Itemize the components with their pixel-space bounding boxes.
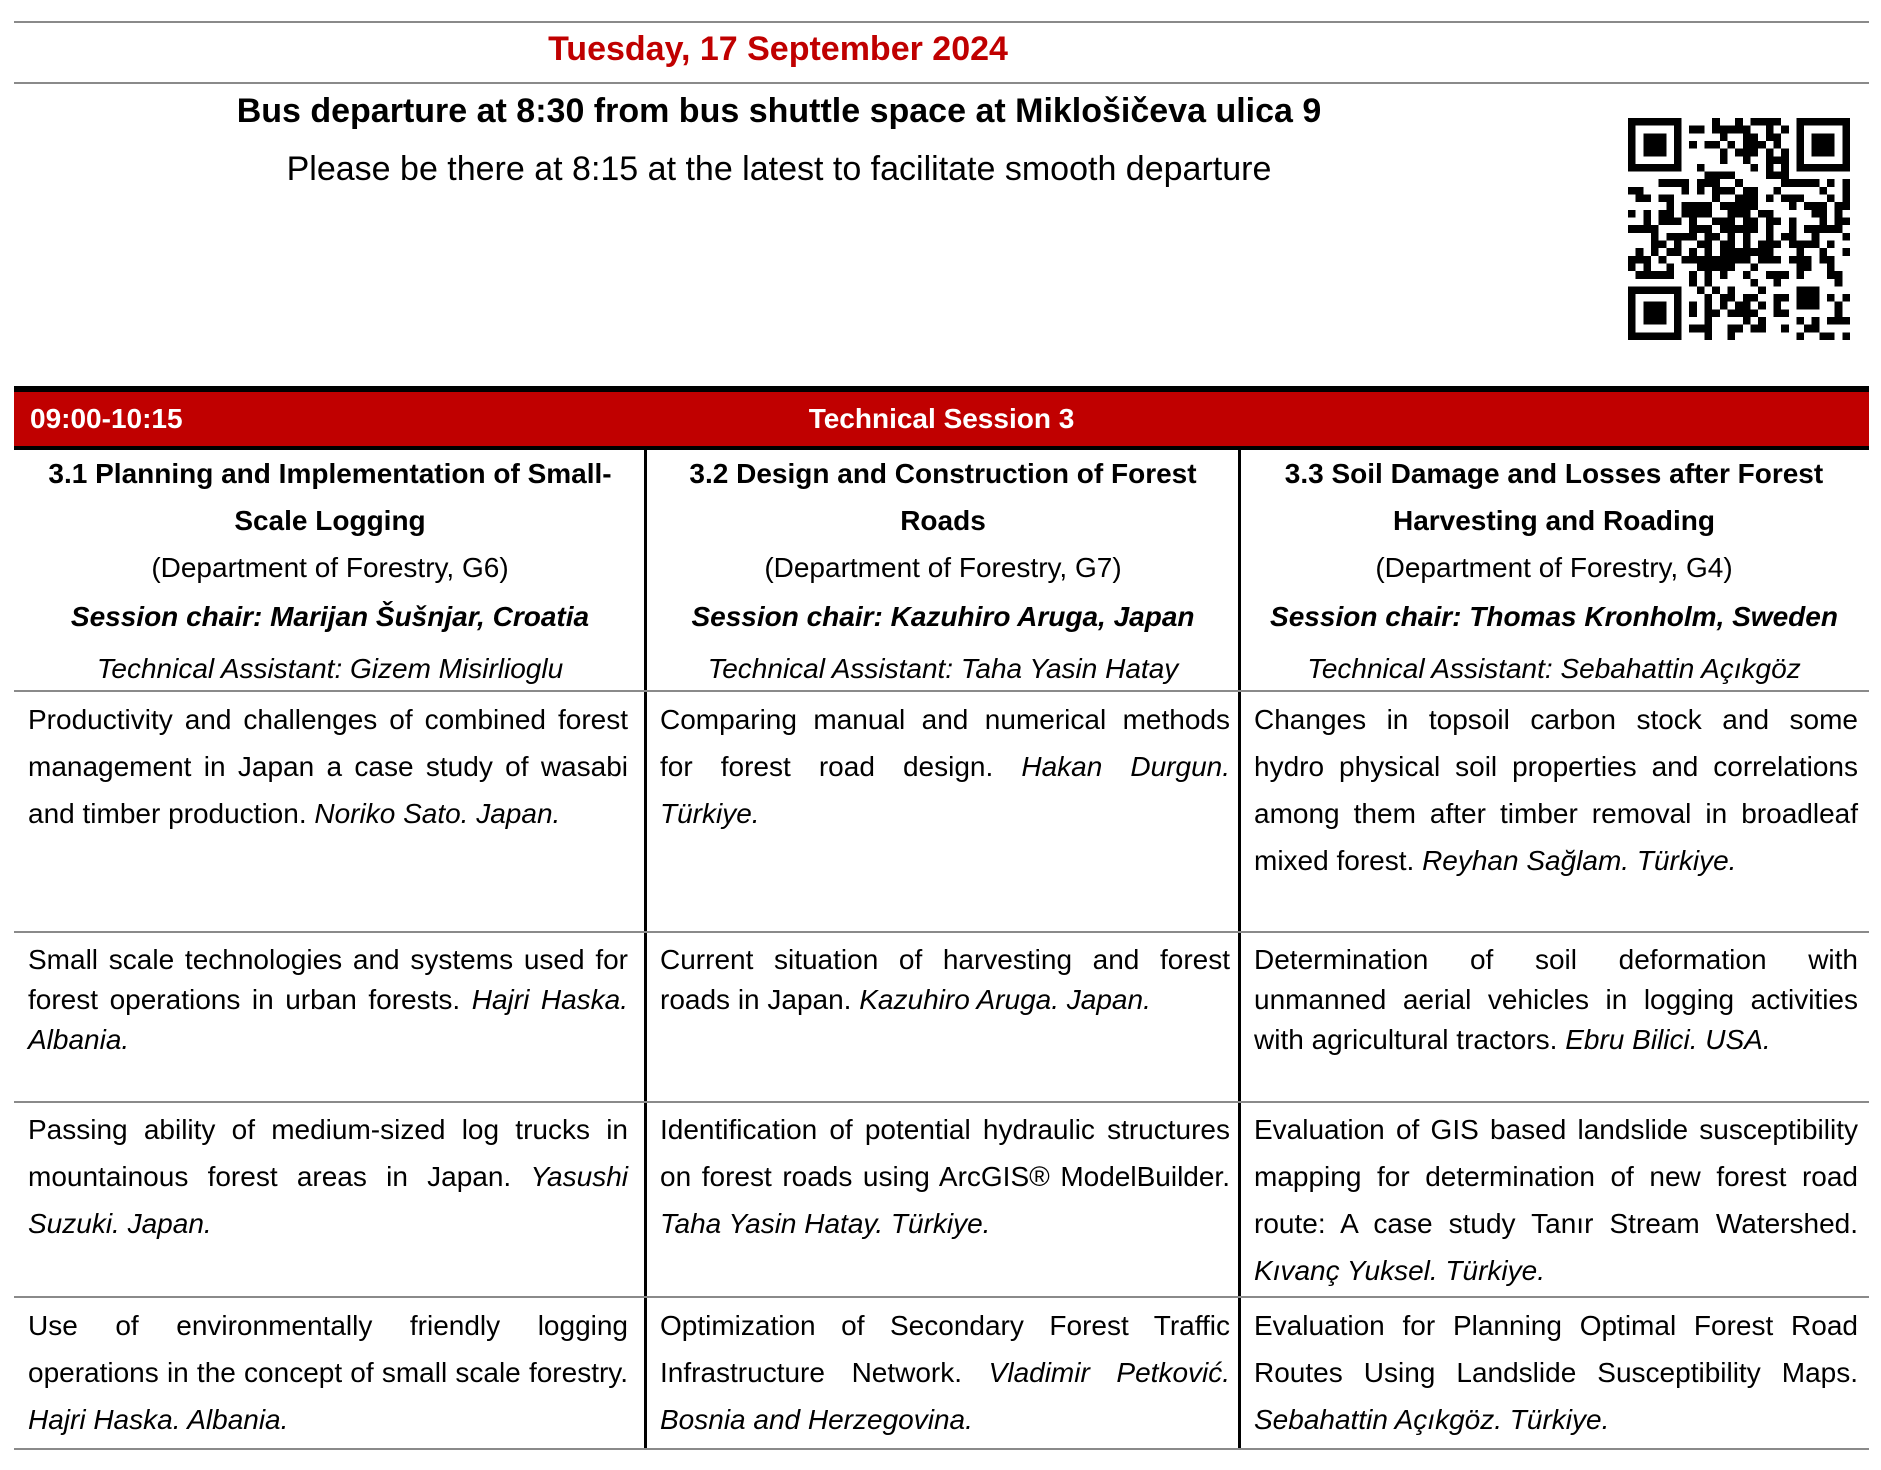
paper-entry — [1254, 696, 1858, 884]
paper-title: Evaluation of GIS based landslide susceptibility mapping for determination of new forest road route: A case study Tanır Stream Watershed. — [1254, 1114, 1858, 1239]
paper-author: Hajri Haska. Albania. — [28, 1404, 289, 1435]
paper-title: Use of environmentally friendly logging operations in the concept of small scale forestry. — [28, 1310, 628, 1388]
track-room: (Department of Forestry, G6) — [151, 552, 509, 583]
session-header-bar — [14, 386, 1869, 450]
column-header — [24, 450, 636, 695]
session-chair: Session chair: Kazuhiro Aruga, Japan — [691, 601, 1195, 632]
track-title: 3.1 Planning and Implementation of Small-Scale Logging — [48, 458, 612, 536]
paper-author: Taha Yasin Hatay. Türkiye. — [660, 1208, 991, 1239]
track-title: 3.2 Design and Construction of Forest Roads — [689, 458, 1197, 536]
paper-author: Hakan Durgun. Türkiye. — [660, 751, 1231, 829]
paper-author: Vladimir Petković. Bosnia and Herzegovina. — [660, 1357, 1231, 1435]
paper-author: Hajri Haska. Albania. — [28, 984, 629, 1055]
paper-author: Noriko Sato. Japan. — [314, 798, 561, 829]
column-header — [654, 450, 1232, 695]
technical-assistant: Technical Assistant: Sebahattin Açıkgöz — [1307, 653, 1801, 684]
paper-entry — [660, 940, 1230, 1020]
session-title: Technical Session 3 — [808, 403, 1075, 434]
bottom-rule — [14, 1448, 1869, 1450]
session-chair: Session chair: Thomas Kronholm, Sweden — [1270, 601, 1838, 632]
paper-entry — [28, 1106, 628, 1247]
paper-entry — [28, 696, 628, 837]
paper-entry — [1254, 1302, 1858, 1443]
row-divider — [14, 1101, 1869, 1103]
row-divider — [14, 1296, 1869, 1298]
paper-author: Kıvanç Yuksel. Türkiye. — [1254, 1255, 1546, 1286]
paper-entry — [660, 1302, 1230, 1443]
page-date: Tuesday, 17 September 2024 — [548, 30, 1008, 68]
top-rule — [14, 21, 1869, 23]
session-time: 09:00-10:15 — [30, 403, 183, 434]
paper-entry — [28, 1302, 628, 1443]
column-divider — [644, 450, 647, 1450]
departure-note: Please be there at 8:15 at the latest to facilitate smooth departure — [286, 150, 1272, 188]
paper-entry — [1254, 940, 1858, 1060]
track-room: (Department of Forestry, G4) — [1375, 552, 1733, 583]
paper-title: Identification of potential hydraulic structures on forest roads using ArcGIS® ModelBuilder. — [660, 1114, 1230, 1192]
technical-assistant: Technical Assistant: Gizem Misirlioglu — [96, 653, 564, 684]
row-divider — [14, 931, 1869, 933]
paper-title: Current situation of harvesting and forest roads in Japan. — [660, 944, 1230, 1015]
date-rule — [14, 82, 1869, 84]
paper-title: Optimization of Secondary Forest Traffic Infrastructure Network. — [660, 1310, 1230, 1388]
paper-author: Kazuhiro Aruga. Japan. — [859, 984, 1151, 1015]
track-title: 3.3 Soil Damage and Losses after Forest Harvesting and Roading — [1284, 458, 1824, 536]
column-divider — [1238, 450, 1241, 1450]
paper-author: Ebru Bilici. USA. — [1565, 1024, 1771, 1055]
paper-title: Changes in topsoil carbon stock and some hydro physical soil properties and correlations among them after timber removal in broadleaf mixed forest. — [1254, 704, 1858, 876]
paper-title: Comparing manual and numerical methods for forest road design. — [660, 704, 1230, 782]
paper-author: Sebahattin Açıkgöz. Türkiye. — [1254, 1404, 1610, 1435]
track-room: (Department of Forestry, G7) — [764, 552, 1122, 583]
paper-title: Passing ability of medium-sized log trucks in mountainous forest areas in Japan. — [28, 1114, 628, 1192]
paper-author: Reyhan Sağlam. Türkiye. — [1422, 845, 1737, 876]
session-chair: Session chair: Marijan Šušnjar, Croatia — [70, 601, 590, 632]
paper-entry — [660, 1106, 1230, 1247]
bus-departure: Bus departure at 8:30 from bus shuttle space at Miklošičeva ulica 9 — [236, 92, 1322, 130]
paper-entry — [660, 696, 1230, 837]
paper-title: Evaluation for Planning Optimal Forest Road Routes Using Landslide Susceptibility Maps. — [1254, 1310, 1858, 1388]
paper-title: Small scale technologies and systems used for forest operations in urban forests. — [28, 944, 628, 1015]
paper-title: Productivity and challenges of combined forest management in Japan a case study of wasabi and timber production. — [28, 704, 628, 829]
paper-author: Yasushi Suzuki. Japan. — [28, 1161, 628, 1239]
column-header — [1248, 450, 1860, 695]
technical-assistant: Technical Assistant: Taha Yasin Hatay — [707, 653, 1179, 684]
paper-title: Determination of soil deformation with unmanned aerial vehicles in logging activities with agricultural tractors. — [1254, 944, 1858, 1055]
paper-entry — [1254, 1106, 1858, 1294]
qr-code[interactable] — [1628, 118, 1850, 340]
programme-table — [14, 450, 1869, 1450]
paper-entry — [28, 940, 628, 1060]
